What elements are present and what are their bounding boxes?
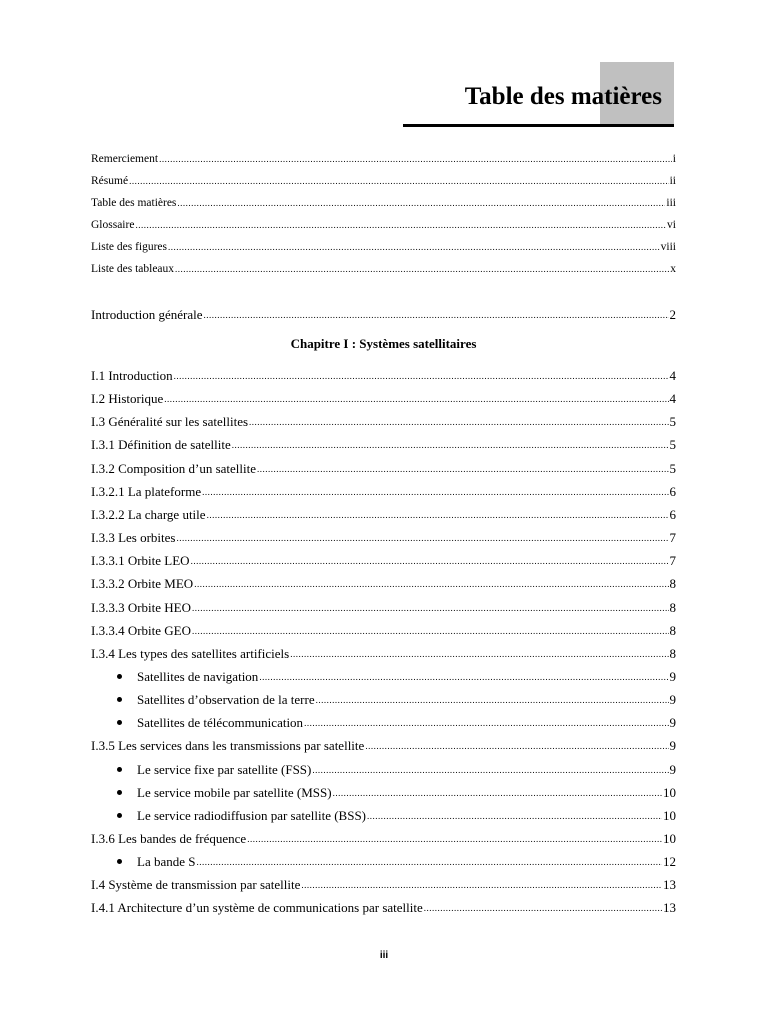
bullet-icon — [117, 790, 122, 795]
toc-entry-label: I.2 Historique — [91, 391, 164, 407]
dot-leader — [316, 691, 669, 708]
toc-entry[interactable] — [91, 174, 676, 188]
toc-entry[interactable] — [91, 876, 676, 893]
toc-entry[interactable] — [91, 899, 676, 916]
toc-entry-label: I.1 Introduction — [91, 368, 173, 383]
toc-entry[interactable] — [91, 506, 676, 523]
toc-entry-page: 5 — [669, 437, 676, 453]
toc-entry-label: I.3.3.1 Orbite LEO — [91, 553, 190, 569]
dot-leader — [257, 460, 668, 477]
dot-leader — [304, 714, 668, 731]
toc-entry-page: viii — [660, 241, 676, 253]
dot-leader — [191, 552, 669, 569]
toc-entry-page: 8 — [669, 622, 676, 638]
toc-entry-label: Remerciement — [91, 153, 159, 165]
toc-entry-label: Liste des tableaux — [91, 263, 175, 275]
toc-entry-label: I.3.2.2 La charge utile — [91, 506, 206, 522]
toc-entry-page: 9 — [669, 692, 676, 708]
page-title: Table des matières — [464, 83, 662, 110]
toc-entry[interactable] — [91, 460, 676, 477]
toc-entry-label: Introduction générale — [91, 307, 203, 322]
toc-entry-page: 9 — [669, 668, 676, 684]
toc-entry[interactable] — [91, 529, 676, 546]
toc-entry[interactable] — [91, 367, 676, 384]
toc-entry[interactable] — [91, 830, 676, 847]
toc-entry-label: Satellites de navigation — [137, 668, 259, 684]
toc-entry[interactable] — [91, 196, 676, 210]
toc-entry-page: 6 — [669, 483, 676, 499]
toc-entry-page: 7 — [669, 553, 676, 569]
dot-leader — [192, 599, 668, 616]
toc-entry[interactable] — [91, 152, 676, 166]
dot-leader — [135, 218, 666, 232]
toc-entry-page: 10 — [663, 784, 676, 800]
toc-entry-label: I.3.3 Les orbites — [91, 530, 176, 546]
toc-entry-page: 10 — [663, 807, 676, 823]
bullet-icon — [117, 674, 122, 679]
dot-leader — [290, 645, 668, 662]
toc-entry-label: Le service radiodiffusion par satellite (BSS) — [137, 807, 367, 823]
toc-entry-page: 13 — [663, 877, 676, 893]
dot-leader — [365, 737, 668, 754]
dot-leader — [424, 899, 662, 916]
toc-entry[interactable] — [91, 262, 676, 276]
dot-leader — [232, 436, 669, 453]
toc-entry[interactable] — [91, 645, 676, 662]
dot-leader — [247, 830, 662, 847]
dot-leader — [194, 575, 668, 592]
dot-leader — [176, 529, 668, 546]
dot-leader — [259, 668, 668, 685]
toc-entry-label: Liste des figures — [91, 241, 168, 253]
toc-entry[interactable] — [91, 413, 676, 430]
dot-leader — [301, 876, 662, 893]
toc-entry[interactable] — [91, 483, 676, 500]
dot-leader — [168, 240, 660, 254]
toc-entry-label: I.3.3.4 Orbite GEO — [91, 622, 192, 638]
dot-leader — [333, 784, 662, 801]
dot-leader — [192, 622, 668, 639]
toc-entry-label: Satellites d’observation de la terre — [137, 692, 315, 708]
toc-entry-page: 9 — [669, 738, 676, 754]
toc-entry-label: Satellites de télécommunication — [137, 715, 304, 731]
toc-entry[interactable] — [91, 306, 676, 323]
toc-entry[interactable] — [91, 390, 676, 407]
chapter-heading: Chapitre I : Systèmes satellitaires — [290, 336, 477, 351]
dot-leader — [204, 306, 669, 323]
toc-entry[interactable] — [91, 436, 676, 453]
toc-entry-page: 10 — [663, 831, 676, 846]
toc-entry-label: I.3.3.2 Orbite MEO — [91, 576, 194, 592]
toc-entry[interactable] — [91, 668, 676, 685]
toc-entry[interactable] — [91, 761, 676, 778]
toc-entry-page: i — [672, 153, 676, 165]
dot-leader — [249, 413, 668, 430]
toc-entry-page: 5 — [669, 460, 676, 476]
toc-entry-label: I.3.4 Les types des satellites artificiels — [91, 645, 290, 661]
dot-leader — [174, 367, 669, 384]
toc-entry-label: I.3.2.1 La plateforme — [91, 483, 202, 499]
dot-leader — [196, 853, 662, 870]
toc-entry-page: x — [670, 263, 676, 275]
toc-entry-label: Le service fixe par satellite (FSS) — [137, 761, 312, 777]
toc-entry-page: iii — [666, 197, 676, 209]
toc-entry[interactable] — [91, 240, 676, 254]
toc-entry-label: I.4.1 Architecture d’un système de communications par satellite — [91, 900, 423, 916]
dot-leader — [159, 152, 672, 166]
toc-entry[interactable] — [91, 807, 676, 824]
toc-entry[interactable] — [91, 784, 676, 801]
dot-leader — [129, 174, 669, 188]
bullet-icon — [117, 813, 122, 818]
toc-entry-page: 5 — [669, 414, 676, 430]
toc-entry[interactable] — [91, 714, 676, 731]
toc-entry-label: I.3 Généralité sur les satellites — [91, 414, 249, 430]
toc-entry-label: Résumé — [91, 175, 129, 187]
toc-entry-label: La bande S — [137, 854, 196, 870]
toc-entry-page: 9 — [669, 715, 676, 731]
toc-entry-page: 12 — [663, 854, 676, 870]
toc-entry-page: ii — [669, 175, 676, 187]
toc-entry-page: 9 — [669, 761, 676, 777]
page-number: iii — [379, 950, 389, 961]
toc-entry-page: 8 — [669, 576, 676, 592]
toc-entry-label: Glossaire — [91, 219, 135, 231]
dot-leader — [164, 390, 668, 407]
toc-entry[interactable] — [91, 552, 676, 569]
toc-entry-page: 6 — [669, 506, 676, 522]
dot-leader — [175, 262, 669, 276]
toc-entry-page: 8 — [669, 599, 676, 615]
toc-entry-label: I.3.5 Les services dans les transmissions par satellite — [91, 738, 365, 754]
dot-leader — [177, 196, 665, 210]
toc-entry-label: Table des matières — [91, 197, 177, 209]
toc-entry-page: 8 — [669, 645, 676, 661]
toc-entry-page: 2 — [669, 307, 676, 322]
toc-entry[interactable] — [91, 691, 676, 708]
toc-entry[interactable] — [91, 599, 676, 616]
toc-entry-page: 13 — [663, 900, 676, 916]
toc-entry[interactable] — [91, 853, 676, 870]
toc-entry-label: I.3.2 Composition d’un satellite — [91, 460, 257, 476]
toc-entry-page: 7 — [669, 530, 676, 546]
bullet-icon — [117, 767, 122, 772]
toc-entry[interactable] — [91, 622, 676, 639]
toc-entry-label: Le service mobile par satellite (MSS) — [137, 784, 332, 800]
dot-leader — [207, 506, 669, 523]
toc-entry-page: 4 — [669, 391, 676, 407]
table-of-contents — [91, 0, 676, 1024]
toc-entry-label: I.4 Système de transmission par satellite — [91, 877, 301, 893]
dot-leader — [367, 807, 662, 824]
toc-entry-page: vi — [667, 219, 676, 231]
dot-leader — [202, 483, 668, 500]
toc-entry-label: I.3.6 Les bandes de fréquence — [91, 831, 247, 846]
dot-leader — [312, 761, 668, 778]
toc-entry[interactable] — [91, 737, 676, 754]
toc-entry[interactable] — [91, 575, 676, 592]
toc-entry[interactable] — [91, 218, 676, 232]
toc-entry-label: I.3.3.3 Orbite HEO — [91, 599, 192, 615]
toc-entry-page: 4 — [669, 368, 676, 383]
toc-entry-label: I.3.1 Définition de satellite — [91, 437, 231, 453]
